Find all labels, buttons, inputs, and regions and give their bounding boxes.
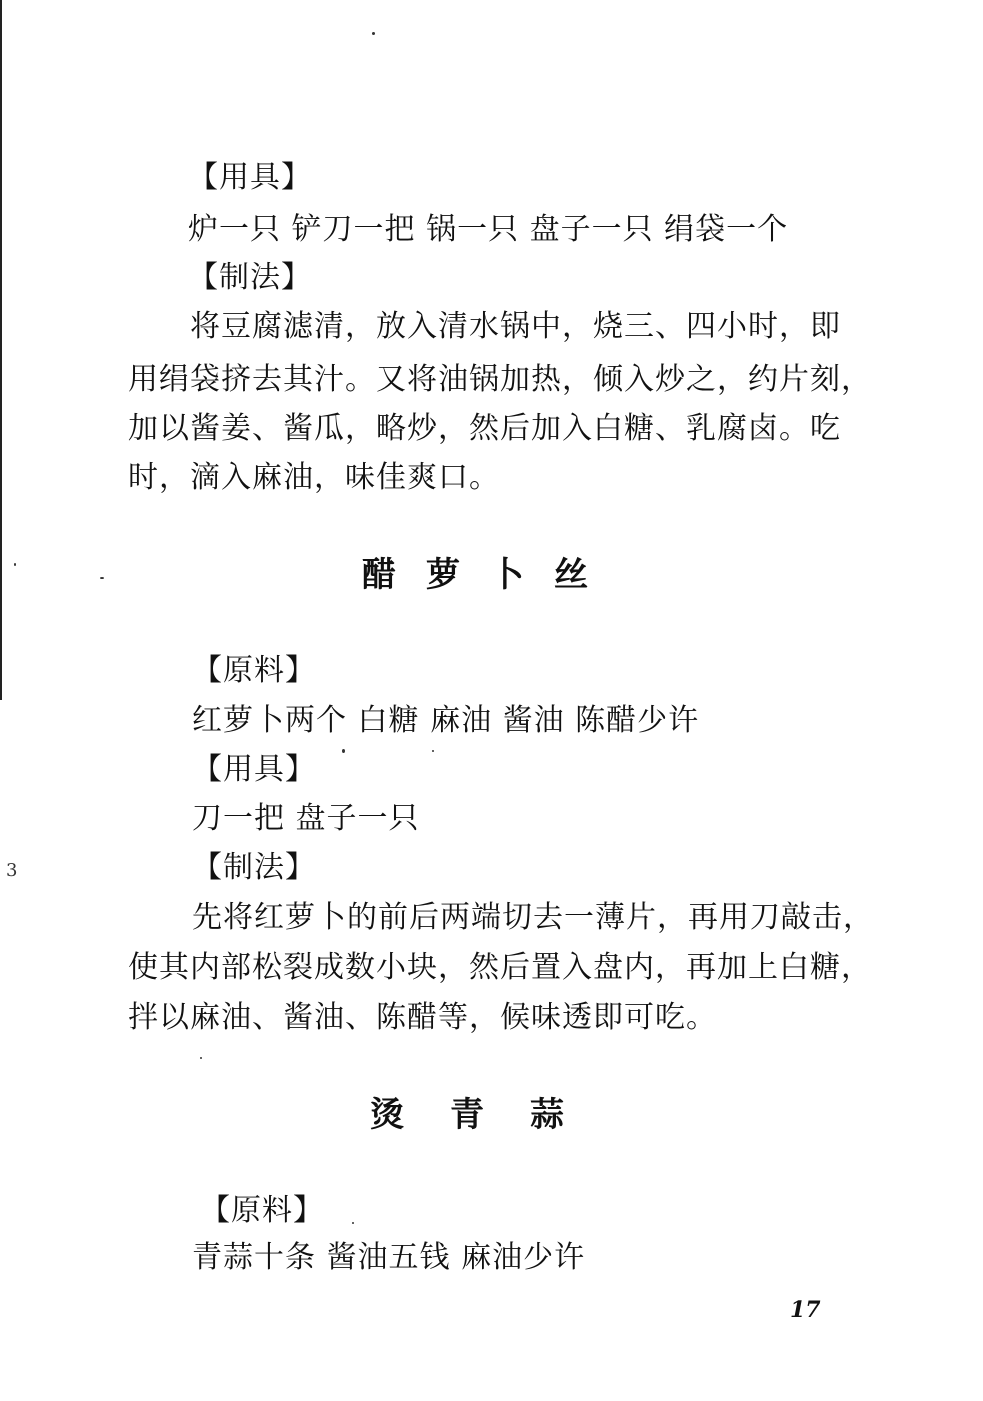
page-number: 17	[790, 1297, 821, 1323]
method-line-1-4: 时，滴入麻油，味佳爽口。	[128, 460, 500, 495]
method-label-2: 【制法】	[192, 850, 316, 885]
scan-speck	[100, 577, 104, 579]
recipe-title-3: 烫青蒜	[370, 1095, 610, 1135]
recipe-title-2: 醋萝卜丝	[362, 555, 618, 595]
edge-mark: 3	[6, 860, 18, 881]
method-line-2-1: 先将红萝卜的前后两端切去一薄片，再用刀敲击，	[192, 900, 874, 935]
scan-speck	[432, 750, 434, 752]
method-line-1-2: 用绢袋挤去其汁。又将油锅加热，倾入炒之，约片刻，	[128, 362, 872, 397]
method-label-1: 【制法】	[188, 260, 312, 295]
ingredients-items-3: 青蒜十条 酱油五钱 麻油少许	[192, 1240, 586, 1275]
ingredients-label-2: 【原料】	[192, 653, 316, 688]
tools-label-1: 【用具】	[188, 160, 312, 195]
scan-speck	[372, 32, 375, 35]
tools-items-1: 炉一只 铲刀一把 锅一只 盘子一只 绢袋一个	[188, 212, 789, 247]
scan-speck	[342, 749, 345, 753]
scan-speck	[352, 1222, 354, 1224]
tools-items-2: 刀一把 盘子一只	[192, 801, 420, 836]
method-line-2-2: 使其内部松裂成数小块，然后置入盘内，再加上白糖，	[128, 950, 872, 985]
method-line-1-1: 将豆腐滤清，放入清水锅中，烧三、四小时，即	[190, 309, 841, 344]
ingredients-label-3: 【原料】	[200, 1193, 324, 1228]
method-line-2-3: 拌以麻油、酱油、陈醋等，候味透即可吃。	[128, 1000, 717, 1035]
scan-edge-rule	[0, 0, 2, 700]
ingredients-items-2: 红萝卜两个 白糖 麻油 酱油 陈醋少许	[192, 703, 700, 738]
tools-label-2: 【用具】	[192, 752, 316, 787]
scan-speck	[14, 563, 16, 566]
method-line-1-3: 加以酱姜、酱瓜，略炒，然后加入白糖、乳腐卤。吃	[128, 411, 841, 446]
scan-speck	[200, 1057, 202, 1059]
